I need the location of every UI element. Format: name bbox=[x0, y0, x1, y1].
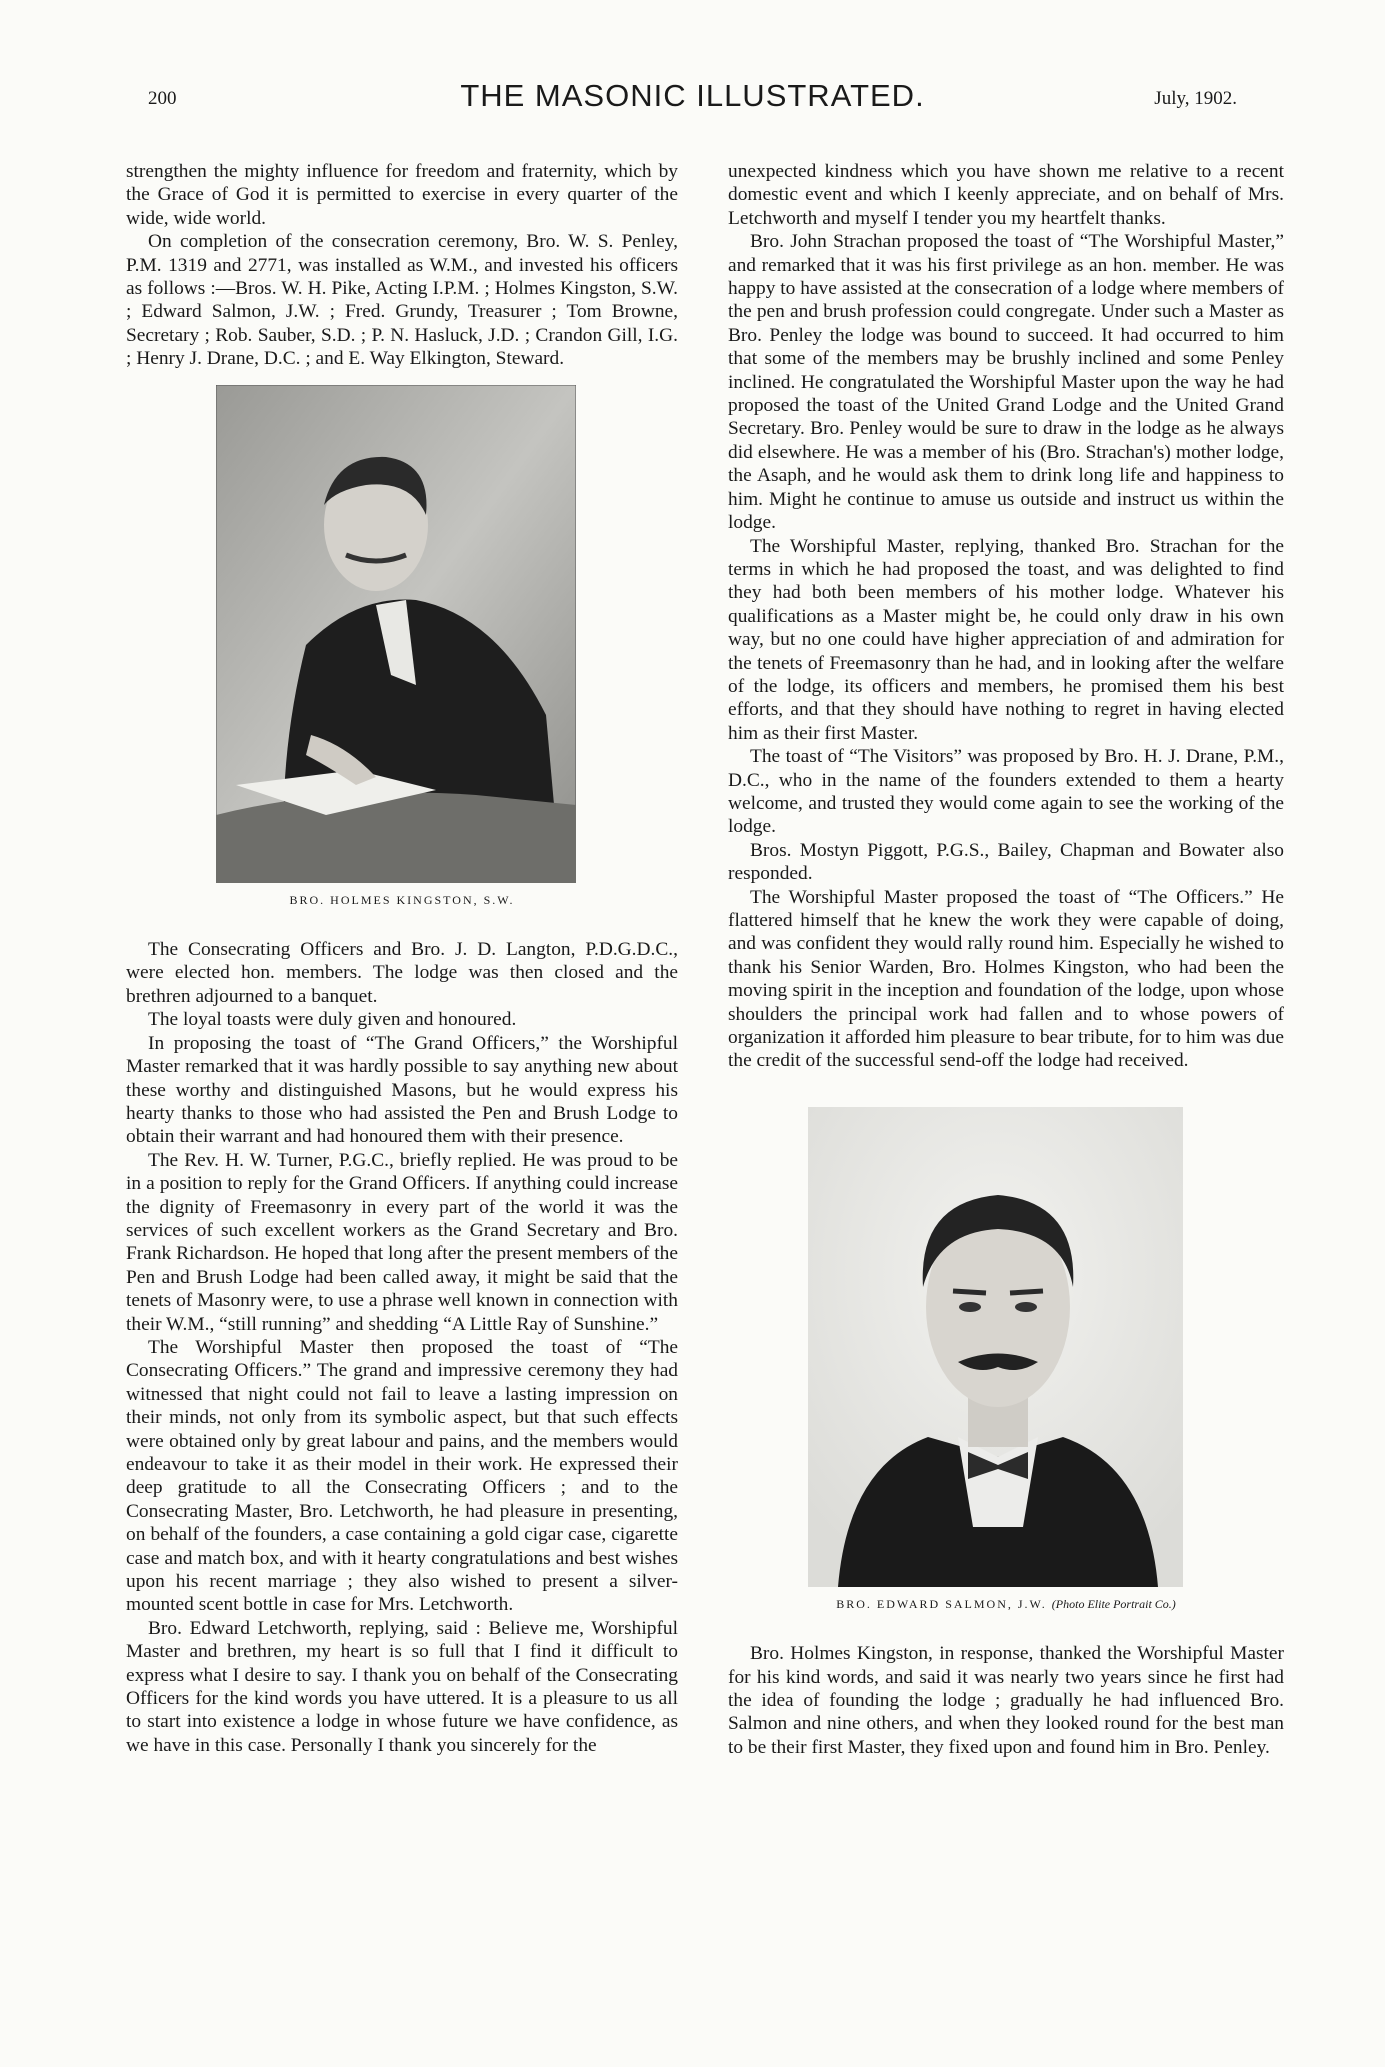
paragraph: The Rev. H. W. Turner, P.G.C., briefly replied. He was proud to be in a position to reply for the Grand Officers. If anything could increase the dignity of Freemasonry in every part of the world it was the services of such excellent workers as the Grand Secretary and Bro. Frank Richardson. He hoped that long after the present members of the Pen and Brush Lodge had been called away, it might be said that the tenets of Masonry were, to use a phrase well known in connection with their W.M., “still running” and shedding “A Little Ray of Sunshine.” bbox=[126, 1149, 678, 1335]
portrait-image bbox=[808, 1107, 1183, 1587]
paragraph: The Consecrating Officers and Bro. J. D. Langton, P.D.G.D.C., were elected hon. members. The lodge was then closed and the brethren adjourned to a banquet. bbox=[126, 939, 678, 1007]
paragraph: The loyal toasts were duly given and honoured. bbox=[148, 1009, 517, 1031]
page-header bbox=[0, 0, 1385, 130]
paragraph: The toast of “The Visitors” was proposed by Bro. H. J. Drane, P.M., D.C., who in the name of the founders extended to them a hearty welcome, and trusted they would come again to see the working of the lodge. bbox=[728, 746, 1284, 838]
photo-caption: BRO. HOLMES KINGSTON, S.W. bbox=[289, 892, 515, 907]
photo-caption bbox=[728, 1593, 1284, 1616]
paragraph: strengthen the mighty influence for freedom and fraternity, which by the Grace of God it is permitted to exercise in every quarter of the wide, wide world. bbox=[126, 161, 678, 229]
caption-text: BRO. EDWARD SALMON, J.W. bbox=[836, 1596, 1047, 1611]
issue-date: July, 1902. bbox=[1154, 88, 1237, 109]
paragraph: The Worshipful Master proposed the toast of “The Officers.” He flattered himself that he knew the work they were capable of doing, and was confident they would rally round him. Especially he wished to thank his Senior Warden, Bro. Holmes Kingston, who had been the moving spirit in the inception and foundation of the lodge, upon whose shoulders the principal work had fallen and to whose powers of organization it afforded him pleasure to bear tribute, for to him was due the credit of the successful send-off the lodge had received. bbox=[728, 886, 1284, 1072]
paragraph: Bro. Edward Letchworth, replying, said : Believe me, Worshipful Master and brethren, my heart is so full that I find it difficult to express what I desire to say. I thank you on behalf of the Consecrating Officers for the kind words you have uttered. It is a pleasure to us all to start into existence a lodge in whose future we have confidence, as we have in this case. Personally I thank you sincerely for the bbox=[126, 1617, 678, 1756]
right-column bbox=[728, 160, 1284, 1759]
left-column bbox=[126, 160, 678, 1757]
portrait-photo-edward-salmon bbox=[808, 1107, 1183, 1587]
publication-title: THE MASONIC ILLUSTRATED. bbox=[460, 78, 925, 113]
photo-credit: (Photo Elite Portrait Co.) bbox=[1051, 1596, 1176, 1611]
paragraph: Bro. John Strachan proposed the toast of “The Worshipful Master,” and remarked that it was his first privilege as an hon. member. He was happy to have assisted at the consecration of a lodge where members of the pen and brush profession could congregate. Under such a Master as Bro. Penley the lodge was bound to succeed. It had occurred to him that some of the members may be brushly inclined and some Penley inclined. He congratulated the Worshipful Master upon the way he had proposed the toast of the United Grand Lodge and the United Grand Secretary. Bro. Penley would be sure to draw in the lodge as he always did elsewhere. He was a member of his (Bro. Strachan's) mother lodge, the Asaph, and he would ask them to drink long life and happiness to him. Might he continue to amuse us outside and instruct us within the lodge. bbox=[728, 231, 1284, 534]
portrait-photo-holmes-kingston bbox=[216, 385, 576, 883]
paragraph: The Worshipful Master, replying, thanked Bro. Strachan for the terms in which he had proposed the toast, and was delighted to find they had both been members of his mother lodge. Whatever his qualifications as a Master might be, he could only draw in his own way, but no one could have higher appreciation of and admiration for the tenets of Freemasonry than he had, and in looking after the welfare of the lodge, its officers and members, he promised them his best efforts, and that they should have nothing to regret in having elected him as their first Master. bbox=[728, 535, 1284, 744]
portrait-image bbox=[216, 385, 576, 883]
page-number: 200 bbox=[148, 88, 177, 109]
paragraph: In proposing the toast of “The Grand Officers,” the Worshipful Master remarked that it was hardly possible to say anything new about these worthy and distinguished Masons, but he would express his hearty thanks to those who had assisted the Pen and Brush Lodge to obtain their warrant and had honoured them with their presence. bbox=[126, 1032, 678, 1148]
paragraph: unexpected kindness which you have shown me relative to a recent domestic event and which I keenly appreciate, and on behalf of Mrs. Letchworth and myself I tender you my heartfelt thanks. bbox=[728, 161, 1284, 229]
paragraph: Bro. Holmes Kingston, in response, thanked the Worshipful Master for his kind words, and said it was nearly two years since he first had the idea of founding the lodge ; gradually he had influenced Bro. Salmon and nine others, and when they looked round for the best man to be their first Master, they fixed upon and found him in Bro. Penley. bbox=[728, 1643, 1284, 1758]
paragraph: Bros. Mostyn Piggott, P.G.S., Bailey, Chapman and Bowater also responded. bbox=[728, 839, 1284, 885]
paragraph: The Worshipful Master then proposed the toast of “The Consecrating Officers.” The grand and impressive ceremony they had witnessed that night could not fail to leave a lasting impression on their minds, not only from its symbolic aspect, but that such effects were obtained only by great labour and pains, and the members would endeavour to take it as their model in their work. He expressed their deep gratitude to all the Consecrating Officers ; and to the Consecrating Master, Bro. Letchworth, he had pleasure in presenting, on behalf of the founders, a case containing a gold cigar case, cigarette case and match box, and with it hearty congratulations and best wishes upon his recent marriage ; they also wished to present a silver-mounted scent bottle in case for Mrs. Letchworth. bbox=[126, 1336, 678, 1616]
paragraph: On completion of the consecration ceremony, Bro. W. S. Penley, P.M. 1319 and 2771, was installed as W.M., and invested his officers as follows :—Bros. W. H. Pike, Acting I.P.M. ; Holmes Kingston, S.W. ; Edward Salmon, J.W. ; Fred. Grundy, Treasurer ; Tom Browne, Secretary ; Rob. Sauber, S.D. ; P. N. Hasluck, J.D. ; Crandon Gill, I.G. ; Henry J. Drane, D.C. ; and E. Way Elkington, Steward. bbox=[126, 231, 678, 370]
